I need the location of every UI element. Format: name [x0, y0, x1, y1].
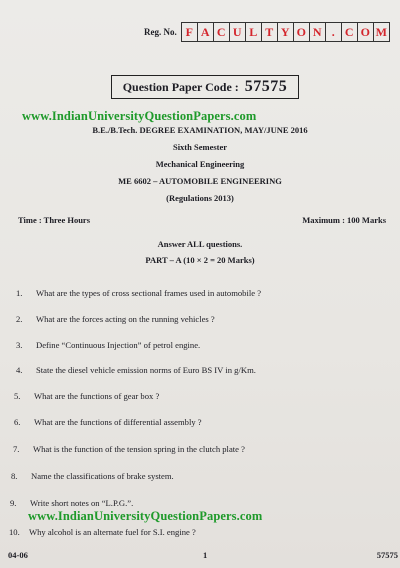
reg-number-boxes — [181, 22, 390, 42]
time-allowed: Time : Three Hours — [18, 215, 91, 225]
code-number: 57575 — [244, 78, 288, 95]
reg-char: C — [213, 23, 229, 41]
semester: Sixth Semester — [172, 142, 228, 152]
question-text: Name the classifications of brake system. — [31, 471, 174, 481]
code-label: Question Paper Code : — [122, 79, 239, 94]
reg-char: F — [185, 24, 193, 39]
branch: Mechanical Engineering — [155, 159, 245, 169]
question-item — [16, 365, 256, 375]
question-number: 2. — [16, 314, 23, 324]
question-item — [14, 417, 202, 427]
reg-char: O — [357, 23, 373, 41]
question-text: What are the forces acting on the running vehicles ? — [36, 314, 215, 324]
instruction: Answer ALL questions. — [157, 239, 243, 249]
question-item — [16, 288, 261, 298]
reg-char: N — [309, 23, 325, 41]
question-number: 7. — [13, 444, 20, 454]
question-text: Why alcohol is an alternate fuel for S.I. engine ? — [29, 527, 196, 537]
reg-number-label: Reg. No. — [144, 27, 177, 37]
part-heading: PART – A (10 × 2 = 20 Marks) — [145, 255, 255, 265]
reg-char: O — [293, 23, 309, 41]
reg-char: M — [373, 23, 389, 41]
question-text: Write short notes on “L.P.G.”. — [30, 498, 134, 508]
exam-title: B.E./B.Tech. DEGREE EXAMINATION, MAY/JUNE 2016 — [92, 125, 308, 135]
question-paper-code — [111, 75, 299, 99]
question-item — [16, 314, 215, 324]
question-text: State the diesel vehicle emission norms of Euro BS IV in g/Km. — [36, 365, 256, 375]
question-number: 5. — [14, 391, 21, 401]
question-number: 8. — [11, 471, 18, 481]
question-text: What is the function of the tension spring in the clutch plate ? — [33, 444, 245, 454]
reg-char: . — [325, 23, 341, 41]
question-item — [11, 471, 174, 481]
question-item — [9, 527, 196, 537]
question-item — [16, 340, 200, 350]
question-text: What are the functions of gear box ? — [34, 391, 160, 401]
subject: ME 6602 – AUTOMOBILE ENGINEERING — [118, 176, 282, 186]
question-text: What are the types of cross sectional frames used in automobile ? — [36, 288, 262, 298]
reg-number-field — [144, 22, 390, 42]
question-item — [13, 444, 245, 454]
reg-char: A — [197, 23, 213, 41]
question-number: 4. — [16, 365, 23, 375]
watermark-top: www.IndianUniversityQuestionPapers.com — [22, 109, 257, 123]
maximum-marks: Maximum : 100 Marks — [302, 215, 386, 225]
reg-char: U — [229, 23, 245, 41]
question-item — [10, 498, 133, 508]
regulation: (Regulations 2013) — [166, 193, 234, 203]
question-number: 1. — [16, 288, 23, 298]
question-number: 10. — [9, 527, 20, 537]
reg-char: C — [341, 23, 357, 41]
reg-char: Y — [277, 23, 293, 41]
watermark-bottom: www.IndianUniversityQuestionPapers.com — [28, 509, 263, 523]
reg-char: T — [261, 23, 277, 41]
page-number: 1 — [203, 550, 208, 560]
question-number: 9. — [10, 498, 17, 508]
question-text: Define “Continuous Injection” of petrol engine. — [36, 340, 201, 350]
reg-char: L — [245, 23, 261, 41]
question-item — [14, 391, 159, 401]
footer-code: 57575 — [376, 550, 398, 560]
footer-left: 04-06 — [8, 550, 28, 560]
question-number: 3. — [16, 340, 23, 350]
question-number: 6. — [14, 417, 21, 427]
question-text: What are the functions of differential assembly ? — [34, 417, 202, 427]
